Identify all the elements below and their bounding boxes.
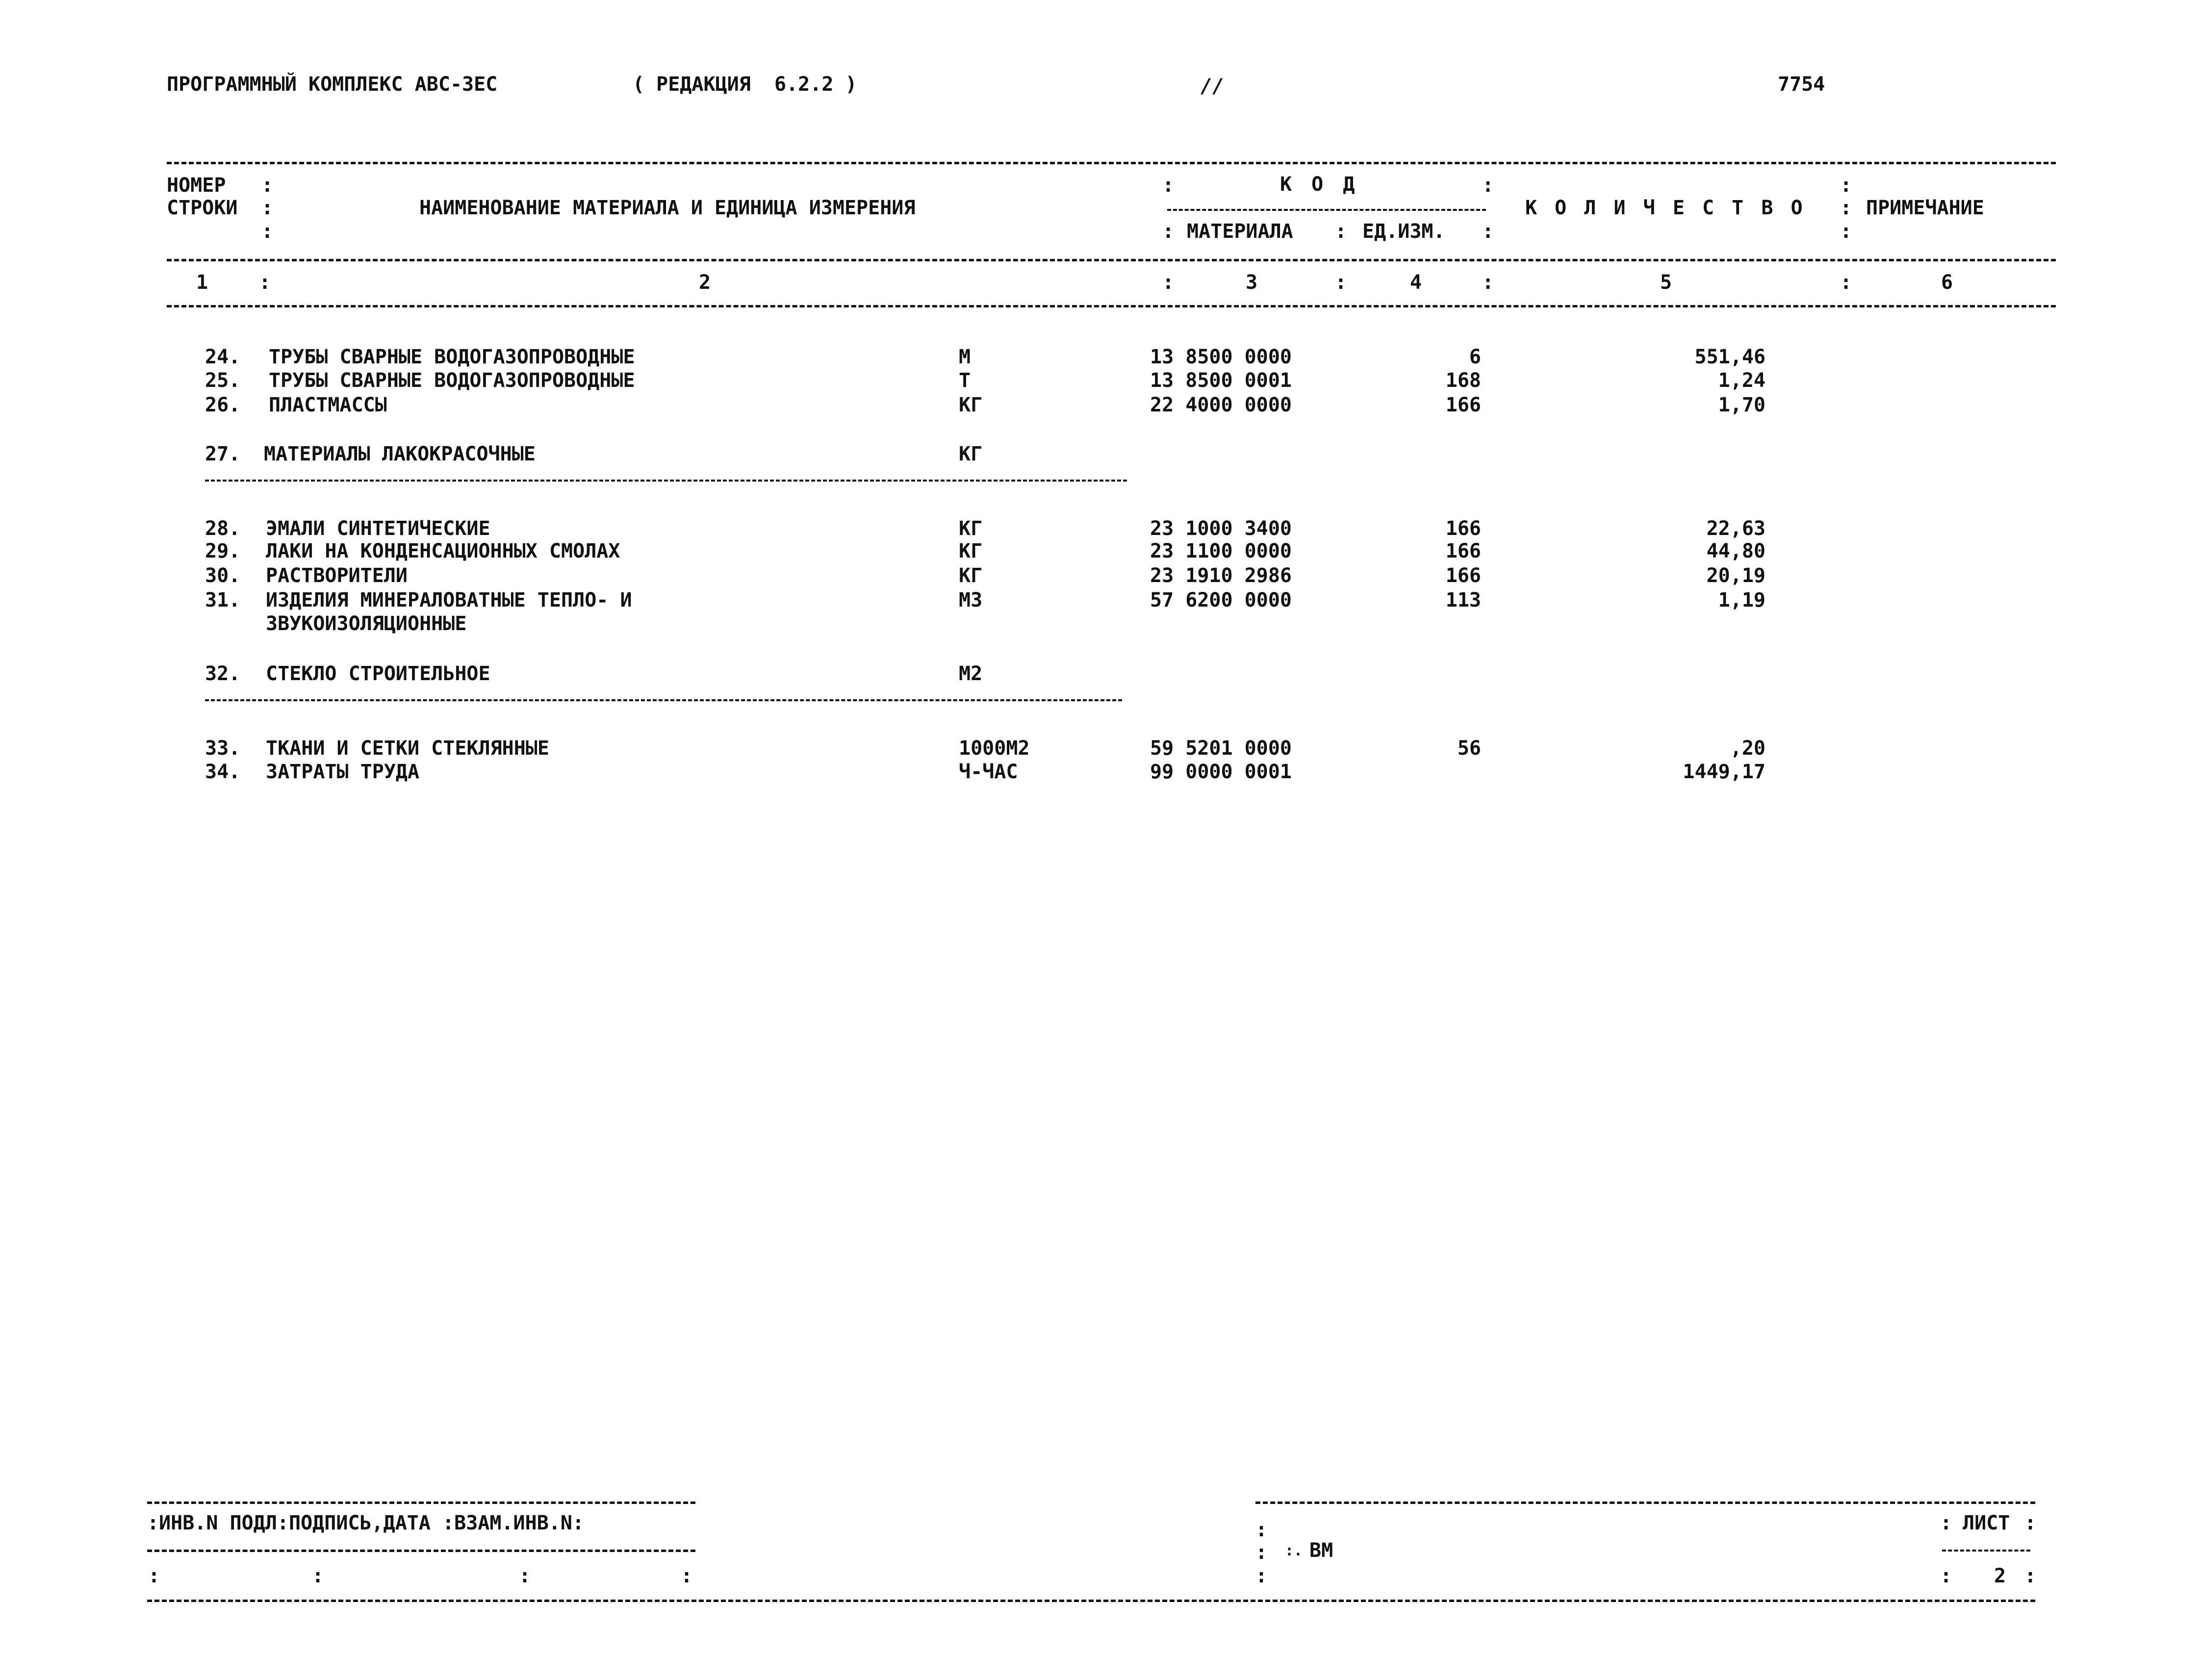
header-separator: : — [261, 197, 274, 219]
header-separator: : — [1335, 271, 1347, 294]
column-number-rule — [167, 305, 2056, 307]
stamp-right-top-rule — [1255, 1502, 2035, 1504]
measure-unit: КГ — [959, 517, 983, 540]
column-number-5: 5 — [1660, 271, 1672, 294]
header-code: К О Д — [1280, 173, 1359, 196]
header-separator: : — [1162, 220, 1175, 243]
header-separator: : — [1840, 197, 1852, 219]
unit-code: 166 — [1445, 540, 1481, 562]
row-number: 33. — [205, 737, 241, 760]
stamp-separator: : — [1940, 1512, 1952, 1534]
header-separator: : — [1840, 220, 1852, 243]
material-name: ТРУБЫ СВАРНЫЕ ВОДОГАЗОПРОВОДНЫЕ — [269, 369, 635, 392]
group-underline — [205, 699, 1122, 701]
header-separator: : — [1840, 174, 1852, 197]
column-number-2: 2 — [699, 271, 711, 294]
material-name: ЗАТРАТЫ ТРУДА — [266, 761, 420, 783]
quantity-value: 20,19 — [1706, 564, 1766, 587]
material-name: ТРУБЫ СВАРНЫЕ ВОДОГАЗОПРОВОДНЫЕ — [269, 346, 635, 368]
row-number: 25. — [205, 369, 241, 392]
stamp-separator: : — [312, 1565, 324, 1587]
measure-unit: 1000М2 — [959, 737, 1030, 760]
measure-unit: КГ — [959, 394, 983, 416]
header-separator: : — [1840, 271, 1852, 294]
header-code-rule — [1167, 209, 1486, 211]
header-note: ПРИМЕЧАНИЕ — [1866, 197, 1984, 219]
material-code: 13 8500 0001 — [1150, 369, 1292, 392]
unit-code: 166 — [1445, 564, 1481, 587]
form-code: ВМ — [1309, 1539, 1333, 1562]
sheet-label: ЛИСТ — [1963, 1512, 2010, 1534]
unit-code: 166 — [1445, 394, 1481, 416]
header-separator: : — [261, 174, 274, 197]
column-number-6: 6 — [1941, 271, 1953, 294]
material-name: РАСТВОРИТЕЛИ — [266, 564, 408, 587]
header-separator: : — [259, 271, 271, 294]
header-code-unit: ЕД.ИЗМ. — [1362, 220, 1445, 243]
quantity-value: 1449,17 — [1683, 761, 1766, 783]
material-name: ИЗДЕЛИЯ МИНЕРАЛОВАТНЫЕ ТЕПЛО- И — [266, 589, 632, 611]
row-number: 30. — [205, 564, 241, 587]
material-code: 99 0000 0001 — [1150, 761, 1292, 783]
row-number: 32. — [205, 662, 241, 685]
stamp-bottom-rule — [147, 1600, 2035, 1602]
material-code: 59 5201 0000 — [1150, 737, 1292, 760]
header-material-name: НАИМЕНОВАНИЕ МАТЕРИАЛА И ЕДИНИЦА ИЗМЕРЕНИЯ — [419, 197, 916, 219]
material-code: 22 4000 0000 — [1150, 394, 1292, 416]
quantity-value: 551,46 — [1694, 346, 1766, 368]
measure-unit: КГ — [959, 540, 983, 562]
stamp-separator: : — [2024, 1565, 2037, 1587]
stamp-left-top-rule — [147, 1502, 695, 1504]
material-name: ЭМАЛИ СИНТЕТИЧЕСКИЕ — [266, 517, 490, 540]
material-name: ПЛАСТМАССЫ — [269, 394, 387, 416]
header-separator: : — [261, 220, 274, 243]
material-code: 13 8500 0000 — [1150, 346, 1292, 368]
material-code: 57 6200 0000 — [1150, 589, 1292, 611]
material-code: 23 1910 2986 — [1150, 564, 1292, 587]
stamp-left-mid-rule — [147, 1550, 695, 1552]
unit-code: 6 — [1469, 346, 1481, 368]
measure-unit: М3 — [959, 589, 983, 611]
page-marker: // — [1201, 75, 1225, 98]
unit-code: 56 — [1457, 737, 1481, 760]
row-number: 29. — [205, 540, 241, 562]
header-separator: : — [1335, 220, 1347, 243]
material-name: ТКАНИ И СЕТКИ СТЕКЛЯННЫЕ — [266, 737, 549, 760]
header-bottom-rule — [167, 259, 2056, 261]
quantity-value: 1,19 — [1718, 589, 1766, 611]
quantity-value: ,20 — [1730, 737, 1766, 760]
column-number-3: 3 — [1246, 271, 1258, 294]
stamp-separator: : — [2024, 1512, 2037, 1534]
stamp-separator: : — [148, 1565, 160, 1587]
header-code-material: МАТЕРИАЛА — [1187, 220, 1293, 243]
row-number: 27. — [205, 443, 241, 465]
edition-label: ( РЕДАКЦИЯ 6.2.2 ) — [633, 73, 857, 96]
stamp-separator: : — [1940, 1565, 1952, 1587]
row-number: 26. — [205, 394, 241, 416]
stamp-separator: : — [681, 1565, 693, 1587]
row-number: 28. — [205, 517, 241, 540]
measure-unit: КГ — [959, 443, 983, 465]
header-separator: : — [1482, 271, 1494, 294]
group-underline — [205, 480, 1127, 482]
quantity-value: 44,80 — [1706, 540, 1766, 562]
stamp-separator: : — [1255, 1541, 1268, 1564]
quantity-value: 1,70 — [1718, 394, 1766, 416]
unit-code: 113 — [1445, 589, 1481, 611]
header-separator: : — [1162, 174, 1175, 197]
row-number: 24. — [205, 346, 241, 368]
quantity-value: 22,63 — [1706, 517, 1766, 540]
material-name: ЛАКИ НА КОНДЕНСАЦИОННЫХ СМОЛАХ — [266, 540, 620, 562]
measure-unit: Т — [959, 369, 971, 392]
program-title: ПРОГРАММНЫЙ КОМПЛЕКС АВС-3ЕС — [167, 73, 498, 96]
header-separator: : — [1482, 174, 1494, 197]
material-code: 23 1000 3400 — [1150, 517, 1292, 540]
column-number-4: 4 — [1410, 271, 1422, 294]
stamp-left-labels: :ИНВ.N ПОДЛ:ПОДПИСЬ,ДАТА :ВЗАМ.ИНВ.N: — [147, 1512, 585, 1534]
document-number: 7754 — [1778, 73, 1825, 96]
header-row-number-line2: СТРОКИ — [167, 197, 238, 219]
material-name: СТЕКЛО СТРОИТЕЛЬНОЕ — [266, 662, 490, 685]
quantity-value: 1,24 — [1718, 369, 1766, 392]
material-code: 23 1100 0000 — [1150, 540, 1292, 562]
header-quantity: К О Л И Ч Е С Т В О — [1525, 197, 1806, 219]
stamp-separator: : — [519, 1565, 531, 1587]
sheet-number: 2 — [1994, 1565, 2006, 1587]
material-name-continuation: ЗВУКОИЗОЛЯЦИОННЫЕ — [266, 612, 467, 635]
unit-code: 166 — [1445, 517, 1481, 540]
row-number: 31. — [205, 589, 241, 611]
column-number-1: 1 — [196, 271, 208, 294]
table-top-rule — [167, 162, 2056, 164]
stamp-dots: :. — [1285, 1542, 1303, 1559]
unit-code: 168 — [1445, 369, 1481, 392]
measure-unit: М — [959, 346, 971, 368]
header-row-number-line1: НОМЕР — [167, 174, 226, 197]
header-separator: : — [1162, 271, 1175, 294]
measure-unit: КГ — [959, 564, 983, 587]
row-number: 34. — [205, 761, 241, 783]
measure-unit: М2 — [959, 662, 983, 685]
sheet-box-rule — [1942, 1550, 2030, 1552]
header-separator: : — [1482, 220, 1494, 243]
stamp-separator: : — [1255, 1519, 1268, 1541]
material-name: МАТЕРИАЛЫ ЛАКОКРАСОЧНЫЕ — [264, 443, 536, 465]
stamp-separator: : — [1255, 1565, 1268, 1587]
measure-unit: Ч-ЧАС — [959, 761, 1018, 783]
